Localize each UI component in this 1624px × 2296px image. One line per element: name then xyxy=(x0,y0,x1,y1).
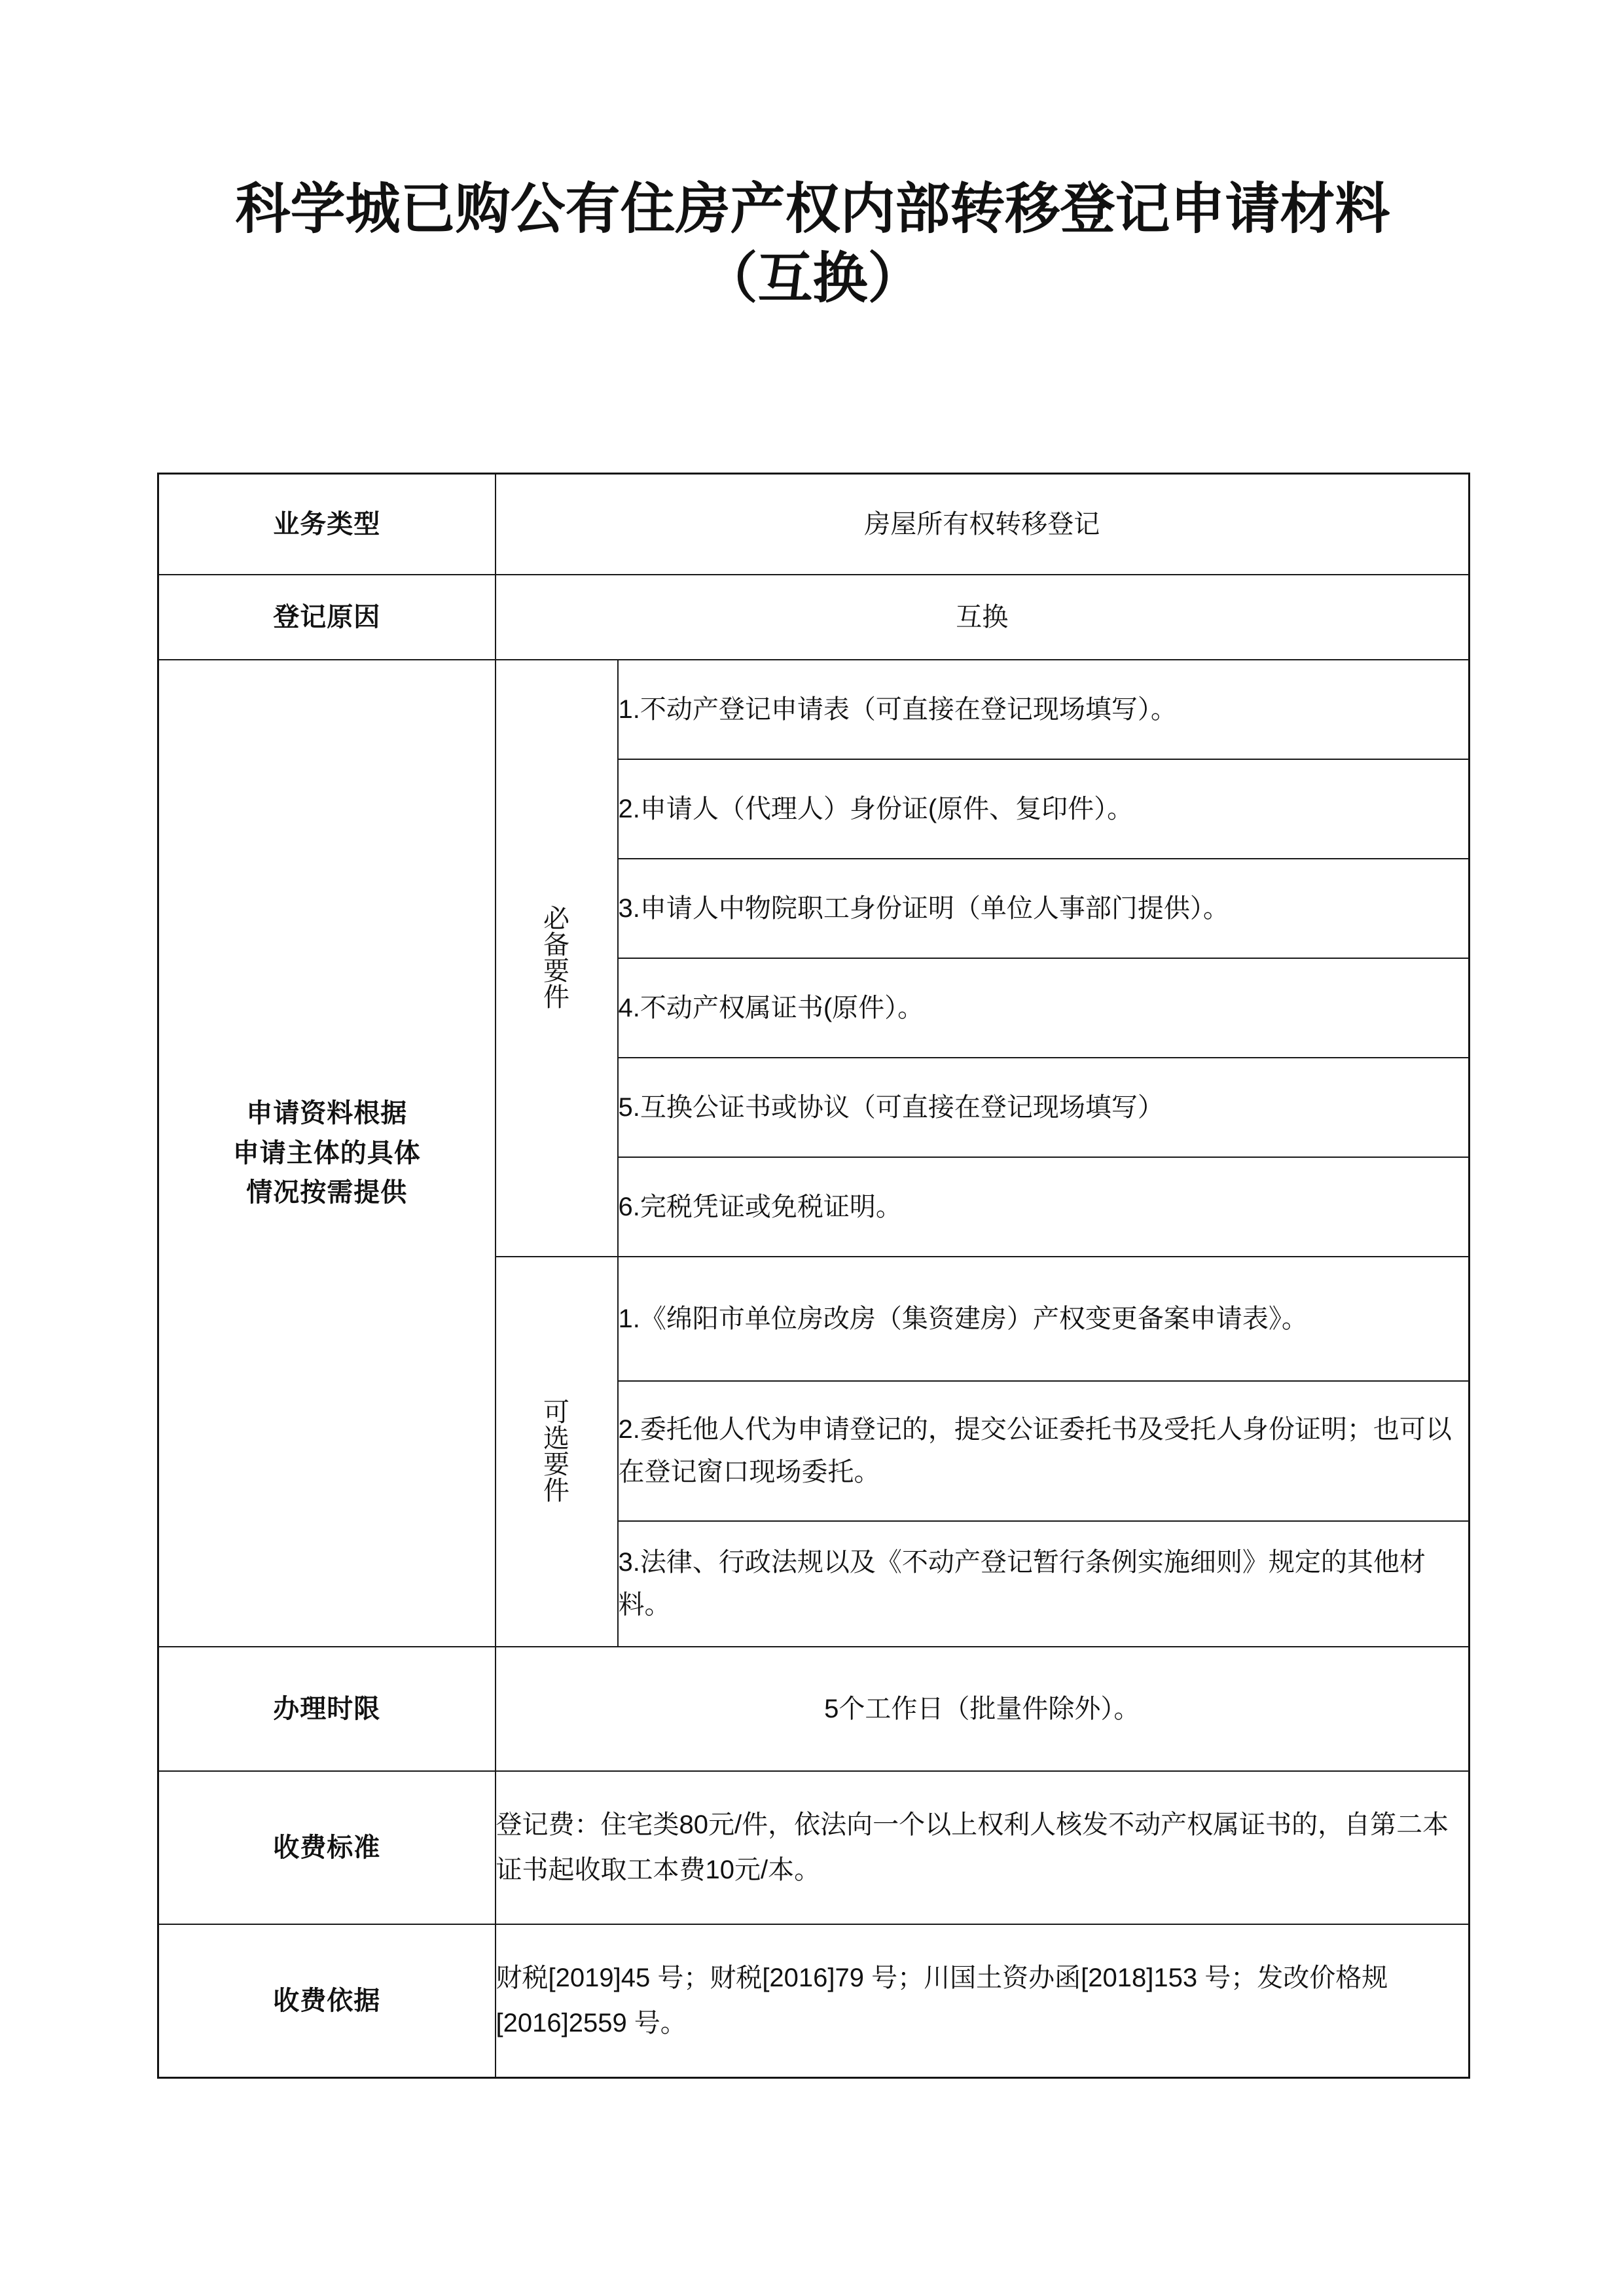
optional-group-char-1: 可 xyxy=(543,1398,569,1427)
required-group-char-3: 要 xyxy=(543,957,569,986)
table-row-fee-basis xyxy=(158,1924,1470,2078)
required-group-char-4: 件 xyxy=(543,983,569,1012)
processing-time-value: 5个工作日（批量件除外）。 xyxy=(496,1647,1470,1771)
fee-basis-label: 收费依据 xyxy=(158,1924,496,2078)
optional-group-char-2: 选 xyxy=(543,1424,569,1453)
business-type-value: 房屋所有权转移登记 xyxy=(496,474,1470,575)
page-title-line-2: （互换） xyxy=(702,248,923,310)
registration-reason-label: 登记原因 xyxy=(158,575,496,660)
required-item: 4.不动产权属证书(原件）。 xyxy=(618,958,1470,1058)
required-group-char-1: 必 xyxy=(543,905,569,933)
table-row-business-type xyxy=(158,474,1470,575)
business-type-label: 业务类型 xyxy=(158,474,496,575)
optional-item: 2.委托他人代为申请登记的，提交公证委托书及受托人身份证明；也可以在登记窗口现场委托。 xyxy=(618,1381,1470,1521)
required-group-char-2: 备 xyxy=(543,931,569,960)
page-title-line-1: 科学城已购公有住房产权内部转移登记申请材料 xyxy=(235,179,1390,240)
optional-group-char-4: 件 xyxy=(543,1477,569,1505)
required-item: 5.互换公证书或协议（可直接在登记现场填写） xyxy=(618,1058,1470,1157)
table-row-fee-standard xyxy=(158,1771,1470,1924)
materials-label-line-2: 申请主体的具体 xyxy=(232,1138,421,1168)
registration-reason-value: 互换 xyxy=(496,575,1470,660)
table-row-required-item-1 xyxy=(158,660,1470,759)
materials-label-line-1: 申请资料根据 xyxy=(246,1098,408,1128)
required-group-label-vertical xyxy=(543,906,569,1011)
required-item: 6.完税凭证或免税证明。 xyxy=(618,1157,1470,1257)
required-item: 1.不动产登记申请表（可直接在登记现场填写）。 xyxy=(618,660,1470,759)
materials-label-line-3: 情况按需提供 xyxy=(246,1178,408,1208)
table-row-processing-time xyxy=(158,1647,1470,1771)
materials-label xyxy=(158,660,496,1647)
table-row-registration-reason xyxy=(158,575,1470,660)
required-group-label xyxy=(496,660,618,1257)
optional-item: 3.法律、行政法规以及《不动产登记暂行条例实施细则》规定的其他材料。 xyxy=(618,1521,1470,1647)
optional-group-label xyxy=(496,1257,618,1647)
optional-group-label-vertical xyxy=(543,1399,569,1504)
fee-basis-value: 财税[2019]45 号；财税[2016]79 号；川国土资办函[2018]153 号；发改价格规[2016]2559 号。 xyxy=(496,1924,1470,2078)
processing-time-label: 办理时限 xyxy=(158,1647,496,1771)
optional-group-char-3: 要 xyxy=(543,1450,569,1479)
required-item: 2.申请人（代理人）身份证(原件、复印件）。 xyxy=(618,759,1470,859)
fee-standard-value: 登记费：住宅类80元/件，依法向一个以上权利人核发不动产权属证书的，自第二本证书起收取工本费10元/本。 xyxy=(496,1771,1470,1924)
page-title xyxy=(157,175,1468,314)
requirements-table xyxy=(157,473,1470,2079)
fee-standard-label: 收费标准 xyxy=(158,1771,496,1924)
optional-item: 1.《绵阳市单位房改房（集资建房）产权变更备案申请表》。 xyxy=(618,1257,1470,1381)
required-item: 3.申请人中物院职工身份证明（单位人事部门提供）。 xyxy=(618,859,1470,958)
